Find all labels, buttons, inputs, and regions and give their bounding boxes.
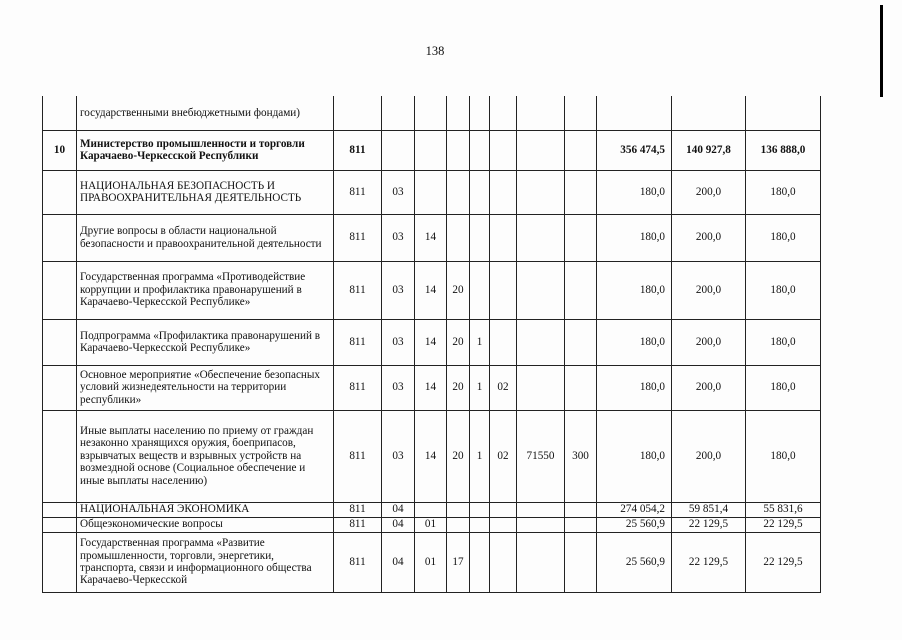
subprogram-code-cell [470,214,490,261]
activity-code-cell: 02 [490,410,517,502]
amount-year2-cell: 200,0 [672,170,746,214]
expense-type-cell [565,532,597,592]
ministry-code-cell [334,96,382,130]
table-row [43,130,821,170]
item-name-cell: Государственная программа «Противодействие коррупции и профилактика правонарушений в Карачаево-Черкесской Республике» [77,261,334,319]
program-code-cell: 20 [447,410,470,502]
direction-code-cell [517,130,565,170]
program-code-cell [447,517,470,532]
amount-year3-cell: 180,0 [746,170,821,214]
item-name-cell: НАЦИОНАЛЬНАЯ БЕЗОПАСНОСТЬ И ПРАВООХРАНИТЕЛЬНАЯ ДЕЯТЕЛЬНОСТЬ [77,170,334,214]
subprogram-code-cell [470,96,490,130]
row-number-cell [43,365,77,410]
subprogram-code-cell: 1 [470,365,490,410]
row-number-cell [43,214,77,261]
amount-year2-cell: 200,0 [672,261,746,319]
item-name-cell: Основное мероприятие «Обеспечение безопасных условий жизнедеятельности на территории республики» [77,365,334,410]
section-code-cell: 03 [382,365,415,410]
subsection-code-cell: 14 [415,410,447,502]
row-number-cell [43,502,77,517]
subsection-code-cell: 01 [415,532,447,592]
table-row [43,261,821,319]
table-row [43,214,821,261]
activity-code-cell [490,517,517,532]
page-number: 138 [425,44,445,58]
activity-code-cell [490,319,517,365]
amount-year2-cell: 22 129,5 [672,532,746,592]
direction-code-cell [517,365,565,410]
table-row [43,170,821,214]
section-code-cell [382,96,415,130]
ministry-code-cell: 811 [334,517,382,532]
direction-code-cell [517,214,565,261]
subsection-code-cell [415,130,447,170]
amount-year1-cell: 180,0 [597,170,672,214]
amount-year1-cell: 180,0 [597,365,672,410]
amount-year3-cell: 180,0 [746,410,821,502]
activity-code-cell [490,261,517,319]
subsection-code-cell [415,170,447,214]
section-code-cell: 03 [382,410,415,502]
ministry-code-cell: 811 [334,261,382,319]
ministry-code-cell: 811 [334,130,382,170]
ministry-code-cell: 811 [334,502,382,517]
row-number-cell [43,319,77,365]
amount-year2-cell: 59 851,4 [672,502,746,517]
row-number-cell [43,517,77,532]
program-code-cell: 17 [447,532,470,592]
ministry-code-cell: 811 [334,319,382,365]
activity-code-cell [490,214,517,261]
item-name-cell: Другие вопросы в области национальной безопасности и правоохранительной деятельности [77,214,334,261]
amount-year3-cell: 180,0 [746,214,821,261]
expense-type-cell [565,96,597,130]
subprogram-code-cell: 1 [470,410,490,502]
direction-code-cell: 71550 [517,410,565,502]
section-code-cell [382,130,415,170]
amount-year3-cell: 180,0 [746,261,821,319]
activity-code-cell [490,532,517,592]
amount-year3-cell: 180,0 [746,365,821,410]
expense-type-cell [565,517,597,532]
amount-year2-cell [672,96,746,130]
program-code-cell: 20 [447,261,470,319]
table-row [43,410,821,502]
direction-code-cell [517,96,565,130]
subprogram-code-cell [470,502,490,517]
item-name-cell: Общеэкономические вопросы [77,517,334,532]
section-code-cell: 03 [382,319,415,365]
program-code-cell [447,96,470,130]
expense-type-cell [565,170,597,214]
amount-year1-cell: 274 054,2 [597,502,672,517]
row-number-cell [43,410,77,502]
expense-type-cell [565,319,597,365]
program-code-cell [447,502,470,517]
section-code-cell: 03 [382,261,415,319]
activity-code-cell [490,130,517,170]
item-name-cell: Государственная программа «Развитие промышленности, торговли, энергетики, транспорта, связи и информационного общества Карачаево-Черкесской [77,532,334,592]
section-code-cell: 04 [382,502,415,517]
section-code-cell: 03 [382,170,415,214]
amount-year1-cell: 180,0 [597,261,672,319]
expense-type-cell [565,365,597,410]
amount-year2-cell: 22 129,5 [672,517,746,532]
section-code-cell: 04 [382,517,415,532]
subsection-code-cell: 14 [415,214,447,261]
row-number-cell [43,96,77,130]
program-code-cell: 20 [447,365,470,410]
table-row [43,319,821,365]
amount-year2-cell: 200,0 [672,365,746,410]
program-code-cell: 20 [447,319,470,365]
table-row [43,96,821,130]
subsection-code-cell [415,96,447,130]
ministry-code-cell: 811 [334,214,382,261]
amount-year3-cell: 22 129,5 [746,517,821,532]
direction-code-cell [517,502,565,517]
direction-code-cell [517,261,565,319]
subprogram-code-cell [470,517,490,532]
ministry-code-cell: 811 [334,170,382,214]
expense-type-cell [565,261,597,319]
direction-code-cell [517,170,565,214]
ministry-code-cell: 811 [334,365,382,410]
ministry-code-cell: 811 [334,532,382,592]
amount-year1-cell: 180,0 [597,319,672,365]
table-row [43,502,821,517]
amount-year1-cell [597,96,672,130]
amount-year1-cell: 25 560,9 [597,532,672,592]
amount-year3-cell [746,96,821,130]
amount-year1-cell: 25 560,9 [597,517,672,532]
direction-code-cell [517,517,565,532]
row-number-cell: 10 [43,130,77,170]
subprogram-code-cell [470,170,490,214]
subprogram-code-cell: 1 [470,319,490,365]
subsection-code-cell [415,502,447,517]
subprogram-code-cell [470,130,490,170]
item-name-cell: Министерство промышленности и торговли Карачаево-Черкесской Республики [77,130,334,170]
amount-year3-cell: 136 888,0 [746,130,821,170]
subsection-code-cell: 01 [415,517,447,532]
activity-code-cell [490,502,517,517]
amount-year2-cell: 200,0 [672,410,746,502]
expense-type-cell [565,214,597,261]
amount-year2-cell: 200,0 [672,319,746,365]
budget-table [42,96,821,593]
item-name-cell: НАЦИОНАЛЬНАЯ ЭКОНОМИКА [77,502,334,517]
item-name-cell: Подпрограмма «Профилактика правонарушений в Карачаево-Черкесской Республике» [77,319,334,365]
direction-code-cell [517,532,565,592]
amount-year1-cell: 356 474,5 [597,130,672,170]
activity-code-cell [490,96,517,130]
row-number-cell [43,261,77,319]
activity-code-cell: 02 [490,365,517,410]
table-row [43,365,821,410]
amount-year2-cell: 200,0 [672,214,746,261]
amount-year1-cell: 180,0 [597,410,672,502]
program-code-cell [447,130,470,170]
direction-code-cell [517,319,565,365]
subsection-code-cell: 14 [415,261,447,319]
activity-code-cell [490,170,517,214]
expense-type-cell [565,502,597,517]
section-code-cell: 04 [382,532,415,592]
amount-year3-cell: 55 831,6 [746,502,821,517]
expense-type-cell: 300 [565,410,597,502]
table-row [43,517,821,532]
expense-type-cell [565,130,597,170]
amount-year1-cell: 180,0 [597,214,672,261]
section-code-cell: 03 [382,214,415,261]
scan-edge-mark [880,5,883,97]
item-name-cell: Иные выплаты населению по приему от граждан незаконно хранящихся оружия, боеприпасов, взрывчатых веществ и взрывных устройств на возмездной основе (Социальное обеспечение и иные выплаты населению) [77,410,334,502]
subprogram-code-cell [470,532,490,592]
item-name-cell: государственными внебюджетными фондами) [77,96,334,130]
table-row [43,532,821,592]
amount-year2-cell: 140 927,8 [672,130,746,170]
row-number-cell [43,170,77,214]
amount-year3-cell: 22 129,5 [746,532,821,592]
subsection-code-cell: 14 [415,365,447,410]
subprogram-code-cell [470,261,490,319]
ministry-code-cell: 811 [334,410,382,502]
subsection-code-cell: 14 [415,319,447,365]
program-code-cell [447,214,470,261]
program-code-cell [447,170,470,214]
row-number-cell [43,532,77,592]
amount-year3-cell: 180,0 [746,319,821,365]
